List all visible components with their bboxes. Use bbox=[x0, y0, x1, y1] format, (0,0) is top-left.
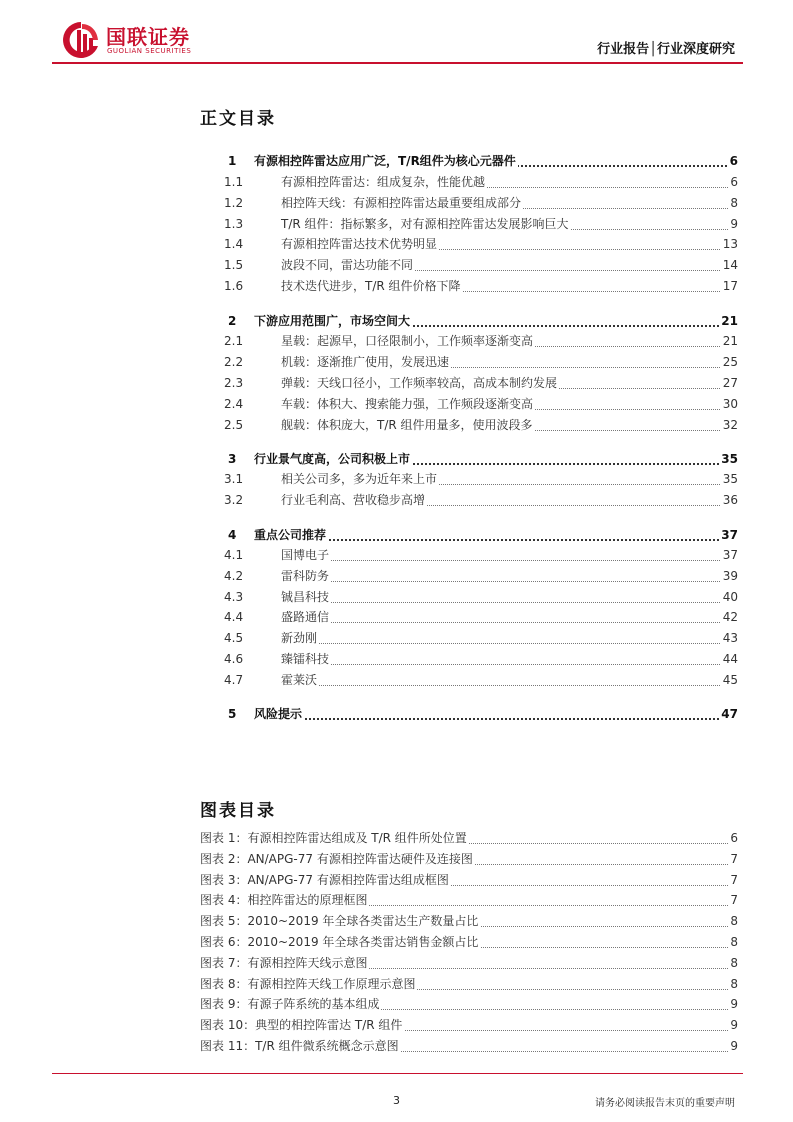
dot-leader bbox=[281, 581, 738, 582]
toc-entry-page: 35 bbox=[721, 452, 738, 466]
toc-entry-title: 技术迭代进步，T/R 组件价格下降 bbox=[281, 279, 461, 293]
toc-entry-number: 1.5 bbox=[224, 258, 244, 272]
figure-list-entry[interactable] bbox=[200, 933, 738, 951]
toc-entry-page: 37 bbox=[722, 548, 738, 562]
toc-entry-title: 波段不同，雷达功能不同 bbox=[281, 258, 414, 272]
figure-list-entry[interactable] bbox=[200, 995, 738, 1013]
guolian-logo-icon bbox=[62, 20, 100, 60]
toc-entry-title: 车载：体积大、搜索能力强，工作频段逐渐变高 bbox=[281, 397, 534, 411]
toc-entry-title: 新劲刚 bbox=[281, 631, 318, 645]
logo-chinese-name: 国联证券 bbox=[106, 25, 190, 49]
toc-section-entry[interactable] bbox=[224, 235, 738, 253]
toc-chapter-entry[interactable] bbox=[224, 450, 738, 468]
toc-entry-number: 3 bbox=[228, 452, 237, 466]
toc-section-entry[interactable] bbox=[224, 588, 738, 606]
toc-entry-title: 有源相控阵雷达应用广泛，T/R组件为核心元器件 bbox=[254, 154, 516, 168]
toc-entry-page: 6 bbox=[730, 175, 738, 189]
toc-entry-title: 铖昌科技 bbox=[281, 590, 330, 604]
toc-entry-number: 1.6 bbox=[224, 279, 244, 293]
toc-entry-title: 国博电子 bbox=[281, 548, 330, 562]
toc-entry-number: 4.2 bbox=[224, 569, 244, 583]
disclaimer-note: 请务必阅读报告末页的重要声明 bbox=[595, 1098, 735, 1109]
toc-entry-number: 1.4 bbox=[224, 237, 244, 251]
toc-section-entry[interactable] bbox=[224, 277, 738, 295]
figure-entry-title: 图表 3：AN/APG-77 有源相控阵雷达组成框图 bbox=[200, 873, 449, 887]
toc-entry-title: 风险提示 bbox=[254, 707, 303, 721]
figure-entry-title: 图表 4：相控阵雷达的原理框图 bbox=[200, 893, 368, 907]
dot-leader bbox=[281, 602, 738, 603]
footer-divider bbox=[52, 1073, 743, 1074]
toc-entry-number: 4.4 bbox=[224, 610, 244, 624]
toc-entry-title: 行业毛利高、营收稳步高增 bbox=[281, 493, 426, 507]
toc-section-entry[interactable] bbox=[224, 332, 738, 350]
figure-entry-title: 图表 7：有源相控阵天线示意图 bbox=[200, 956, 368, 970]
figure-list-entry[interactable] bbox=[200, 871, 738, 889]
figure-entry-page: 9 bbox=[730, 1039, 738, 1053]
toc-entry-number: 2.3 bbox=[224, 376, 244, 390]
header-divider bbox=[52, 62, 743, 64]
figure-entry-page: 8 bbox=[730, 956, 738, 970]
toc-entry-page: 17 bbox=[722, 279, 738, 293]
page-number: 3 bbox=[393, 1094, 400, 1107]
toc-section-entry[interactable] bbox=[224, 256, 738, 274]
toc-entry-number: 1.2 bbox=[224, 196, 244, 210]
toc-entry-title: 相关公司多，多为近年来上市 bbox=[281, 472, 438, 486]
figure-list-entry[interactable] bbox=[200, 1016, 738, 1034]
toc-section-entry[interactable] bbox=[224, 395, 738, 413]
toc-entry-page: 37 bbox=[721, 528, 738, 542]
toc-entry-page: 43 bbox=[722, 631, 738, 645]
toc-entry-page: 36 bbox=[722, 493, 738, 507]
toc-entry-title: 有源相控阵雷达：组成复杂，性能优越 bbox=[281, 175, 486, 189]
company-logo bbox=[62, 20, 212, 60]
figure-entry-page: 7 bbox=[730, 893, 738, 907]
toc-entry-title: 雷科防务 bbox=[281, 569, 330, 583]
toc-entry-number: 3.1 bbox=[224, 472, 244, 486]
toc-entry-number: 2.2 bbox=[224, 355, 244, 369]
figure-entry-title: 图表 10：典型的相控阵雷达 T/R 组件 bbox=[200, 1018, 403, 1032]
dot-leader bbox=[281, 622, 738, 623]
dot-leader bbox=[281, 664, 738, 665]
toc-section-entry[interactable] bbox=[224, 173, 738, 191]
toc-entry-page: 32 bbox=[722, 418, 738, 432]
figure-entry-page: 6 bbox=[730, 831, 738, 845]
toc-entry-number: 2 bbox=[228, 314, 237, 328]
toc-entry-number: 4.5 bbox=[224, 631, 244, 645]
toc-entry-page: 27 bbox=[722, 376, 738, 390]
toc-entry-number: 2.1 bbox=[224, 334, 244, 348]
toc-entry-title: 弹载：天线口径小，工作频率较高，高成本制约发展 bbox=[281, 376, 558, 390]
toc-section-entry[interactable] bbox=[224, 608, 738, 626]
toc-entry-page: 39 bbox=[722, 569, 738, 583]
toc-entry-number: 4.3 bbox=[224, 590, 244, 604]
toc-entry-title: T/R 组件：指标繁多，对有源相控阵雷达发展影响巨大 bbox=[281, 217, 569, 231]
toc-section-entry[interactable] bbox=[224, 546, 738, 564]
dot-leader bbox=[281, 560, 738, 561]
dot-leader bbox=[281, 643, 738, 644]
toc-entry-page: 21 bbox=[722, 334, 738, 348]
logo-english-name: GUOLIAN SECURITIES bbox=[107, 47, 192, 55]
toc-entry-title: 下游应用范围广，市场空间大 bbox=[254, 314, 411, 328]
toc-entry-page: 14 bbox=[722, 258, 738, 272]
toc-entry-number: 5 bbox=[228, 707, 237, 721]
toc-section-entry[interactable] bbox=[224, 567, 738, 585]
toc-entry-title: 星载：起源早，口径限制小，工作频率逐渐变高 bbox=[281, 334, 534, 348]
toc-entry-number: 4.7 bbox=[224, 673, 244, 687]
toc-section-entry[interactable] bbox=[224, 353, 738, 371]
figure-list-entry[interactable] bbox=[200, 850, 738, 868]
document-type-label: 行业报告│行业深度研究 bbox=[597, 42, 735, 57]
toc-chapter-entry[interactable] bbox=[224, 312, 738, 330]
toc-section-entry[interactable] bbox=[224, 374, 738, 392]
figure-entry-title: 图表 9：有源子阵系统的基本组成 bbox=[200, 997, 380, 1011]
toc-section-entry[interactable] bbox=[224, 194, 738, 212]
figure-entry-title: 图表 2：AN/APG-77 有源相控阵雷达硬件及连接图 bbox=[200, 852, 473, 866]
toc-entry-number: 2.4 bbox=[224, 397, 244, 411]
toc-section-entry[interactable] bbox=[224, 629, 738, 647]
toc-entry-number: 4.1 bbox=[224, 548, 244, 562]
toc-section-entry[interactable] bbox=[224, 491, 738, 509]
toc-entry-page: 35 bbox=[722, 472, 738, 486]
figure-entry-title: 图表 11：T/R 组件微系统概念示意图 bbox=[200, 1039, 399, 1053]
toc-entry-page: 8 bbox=[730, 196, 738, 210]
figure-entry-page: 8 bbox=[730, 914, 738, 928]
figure-list-entry[interactable] bbox=[200, 1037, 738, 1055]
toc-entry-page: 42 bbox=[722, 610, 738, 624]
figure-entry-page: 7 bbox=[730, 873, 738, 887]
toc-entry-number: 1.3 bbox=[224, 217, 244, 231]
toc-entry-title: 机载：逐渐推广使用，发展迅速 bbox=[281, 355, 450, 369]
toc-section-entry[interactable] bbox=[224, 215, 738, 233]
toc-entry-page: 40 bbox=[722, 590, 738, 604]
toc-entry-number: 4.6 bbox=[224, 652, 244, 666]
toc-entry-number: 1 bbox=[228, 154, 237, 168]
toc-section-entry[interactable] bbox=[224, 416, 738, 434]
figure-entry-page: 9 bbox=[730, 997, 738, 1011]
figure-entry-title: 图表 5：2010~2019 年全球各类雷达生产数量占比 bbox=[200, 914, 479, 928]
toc-entry-page: 30 bbox=[722, 397, 738, 411]
toc-entry-page: 25 bbox=[722, 355, 738, 369]
toc-entry-page: 47 bbox=[721, 707, 738, 721]
figure-entry-page: 8 bbox=[730, 977, 738, 991]
toc-entry-title: 臻镭科技 bbox=[281, 652, 330, 666]
toc-entry-title: 舰载：体积庞大，T/R 组件用量多，使用波段多 bbox=[281, 418, 533, 432]
toc-entry-title: 行业景气度高，公司积极上市 bbox=[254, 452, 411, 466]
figure-entry-page: 8 bbox=[730, 935, 738, 949]
toc-entry-title: 重点公司推荐 bbox=[254, 528, 327, 542]
toc-entry-number: 4 bbox=[228, 528, 237, 542]
figure-list-entry[interactable] bbox=[200, 829, 738, 847]
toc-entry-page: 13 bbox=[722, 237, 738, 251]
toc-entry-page: 6 bbox=[729, 154, 738, 168]
figure-entry-title: 图表 1：有源相控阵雷达组成及 T/R 组件所处位置 bbox=[200, 831, 467, 845]
toc-entry-number: 2.5 bbox=[224, 418, 244, 432]
toc-entry-title: 相控阵天线：有源相控阵雷达最重要组成部分 bbox=[281, 196, 522, 210]
toc-section-entry[interactable] bbox=[224, 671, 738, 689]
toc-heading: 正文目录 bbox=[200, 109, 276, 129]
toc-entry-page: 45 bbox=[722, 673, 738, 687]
page-header bbox=[0, 0, 793, 70]
toc-entry-page: 9 bbox=[730, 217, 738, 231]
dot-leader bbox=[254, 718, 738, 720]
toc-entry-page: 21 bbox=[721, 314, 738, 328]
figure-list-entry[interactable] bbox=[200, 912, 738, 930]
figures-heading: 图表目录 bbox=[200, 801, 276, 821]
figure-entry-page: 9 bbox=[730, 1018, 738, 1032]
figure-entry-title: 图表 6：2010~2019 年全球各类雷达销售金额占比 bbox=[200, 935, 479, 949]
toc-entry-number: 3.2 bbox=[224, 493, 244, 507]
toc-entry-title: 盛路通信 bbox=[281, 610, 330, 624]
figure-list-entry[interactable] bbox=[200, 975, 738, 993]
toc-entry-title: 有源相控阵雷达技术优势明显 bbox=[281, 237, 438, 251]
toc-section-entry[interactable] bbox=[224, 470, 738, 488]
figure-list-entry[interactable] bbox=[200, 891, 738, 909]
toc-entry-page: 44 bbox=[722, 652, 738, 666]
dot-leader bbox=[281, 685, 738, 686]
toc-entry-number: 1.1 bbox=[224, 175, 244, 189]
toc-chapter-entry[interactable] bbox=[224, 152, 738, 170]
toc-chapter-entry[interactable] bbox=[224, 526, 738, 544]
toc-chapter-entry[interactable] bbox=[224, 705, 738, 723]
figure-entry-title: 图表 8：有源相控阵天线工作原理示意图 bbox=[200, 977, 416, 991]
figure-entry-page: 7 bbox=[730, 852, 738, 866]
toc-section-entry[interactable] bbox=[224, 650, 738, 668]
toc-entry-title: 霍莱沃 bbox=[281, 673, 318, 687]
figure-list-entry[interactable] bbox=[200, 954, 738, 972]
